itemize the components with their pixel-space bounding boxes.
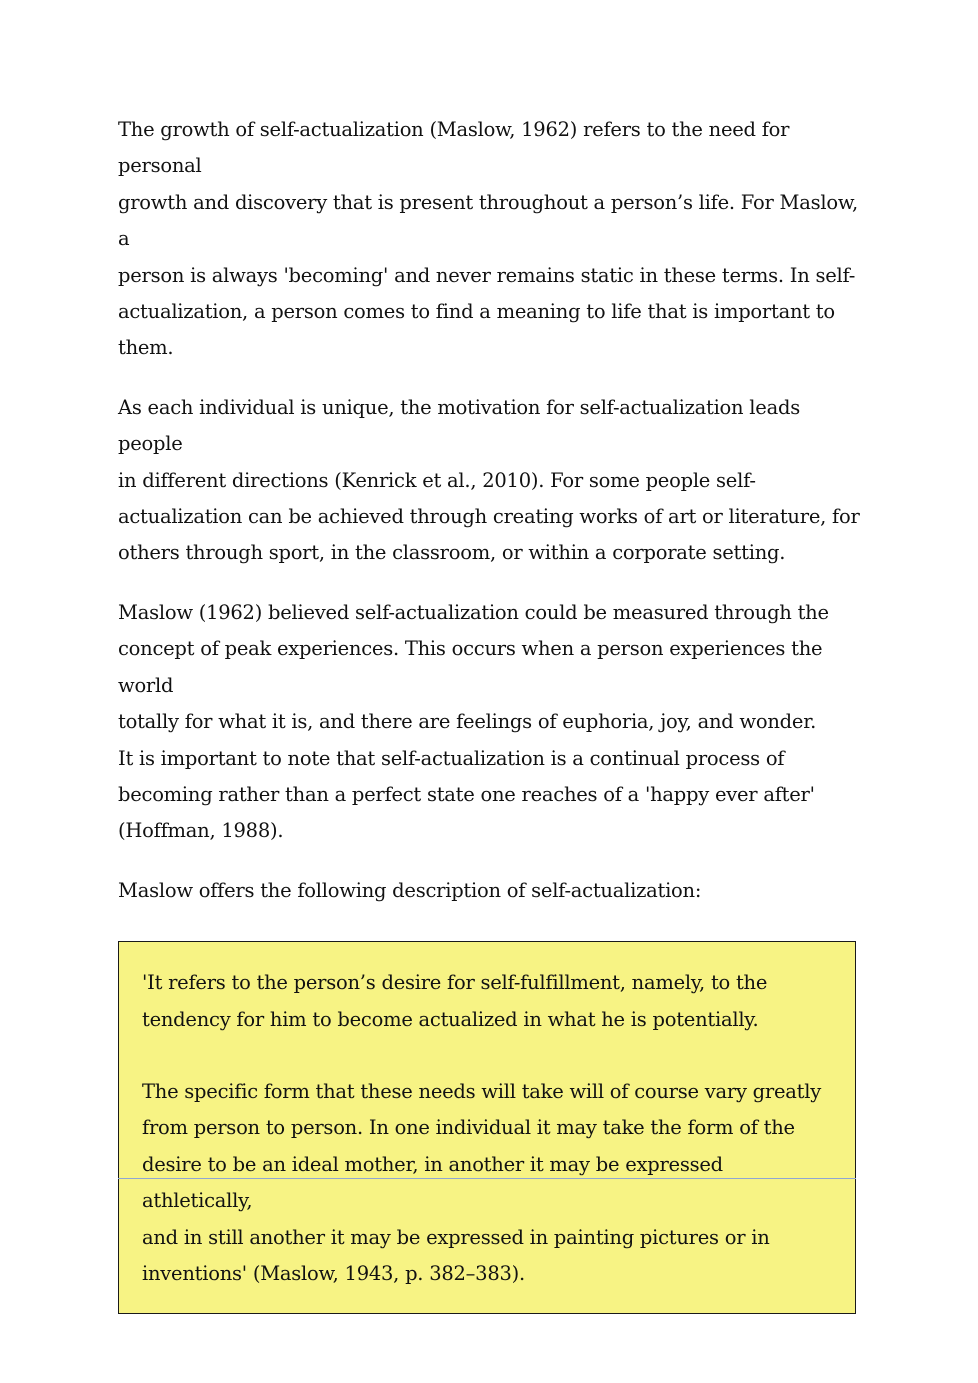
text-line: 'It refers to the person’s desire for self-fulfillment, namely, to the <box>142 971 768 995</box>
text-line: desire to be an ideal mother, in another it may be expressed athletically, <box>142 1152 723 1213</box>
text-line: actualization, a person comes to find a meaning to life that is important to <box>118 300 835 324</box>
quote-paragraph <box>142 1074 833 1292</box>
paragraph-growth <box>118 112 860 367</box>
text-line: and in still another it may be expressed in painting pictures or in <box>142 1225 770 1249</box>
text-line: inventions' (Maslow, 1943, p. 382–383). <box>142 1261 525 1285</box>
paragraph-individual <box>118 390 860 572</box>
text-line: Maslow (1962) believed self-actualization could be measured through the <box>118 600 829 624</box>
text-line: It is important to note that self-actualization is a continual process of <box>118 746 785 770</box>
text-line: person is always 'becoming' and never remains static in these terms. In self- <box>118 263 856 287</box>
text-line: The specific form that these needs will take will of course vary greatly <box>142 1079 821 1103</box>
text-line: tendency for him to become actualized in what he is potentially. <box>142 1007 759 1031</box>
text-line: others through sport, in the classroom, or within a corporate setting. <box>118 541 786 565</box>
text-line: concept of peak experiences. This occurs when a person experiences the world <box>118 637 823 697</box>
text-line: (Hoffman, 1988). <box>118 819 284 843</box>
text-line: totally for what it is, and there are feelings of euphoria, joy, and wonder. <box>118 710 817 734</box>
text-line: in different directions (Kenrick et al., 2010). For some people self- <box>118 468 756 492</box>
quote-box <box>118 941 856 1314</box>
text-line: them. <box>118 336 174 360</box>
text-line: Maslow offers the following description of self-actualization: <box>118 878 702 902</box>
text-line: As each individual is unique, the motivation for self-actualization leads people <box>118 395 800 456</box>
text-line: from person to person. In one individual it may take the form of the <box>142 1116 795 1140</box>
paragraph-peak-experiences <box>118 595 860 850</box>
article-body <box>118 112 860 1314</box>
text-line: growth and discovery that is present throughout a person’s life. For Maslow, a <box>118 190 858 251</box>
paragraph-intro-quote <box>118 873 860 909</box>
quote-paragraph <box>142 965 833 1038</box>
text-line: actualization can be achieved through creating works of art or literature, for <box>118 505 860 529</box>
horizontal-divider <box>118 1178 856 1179</box>
text-line: The growth of self-actualization (Maslow, 1962) refers to the need for personal <box>118 118 790 178</box>
quote-spacer <box>142 1038 833 1074</box>
text-line: becoming rather than a perfect state one reaches of a 'happy ever after' <box>118 782 815 806</box>
